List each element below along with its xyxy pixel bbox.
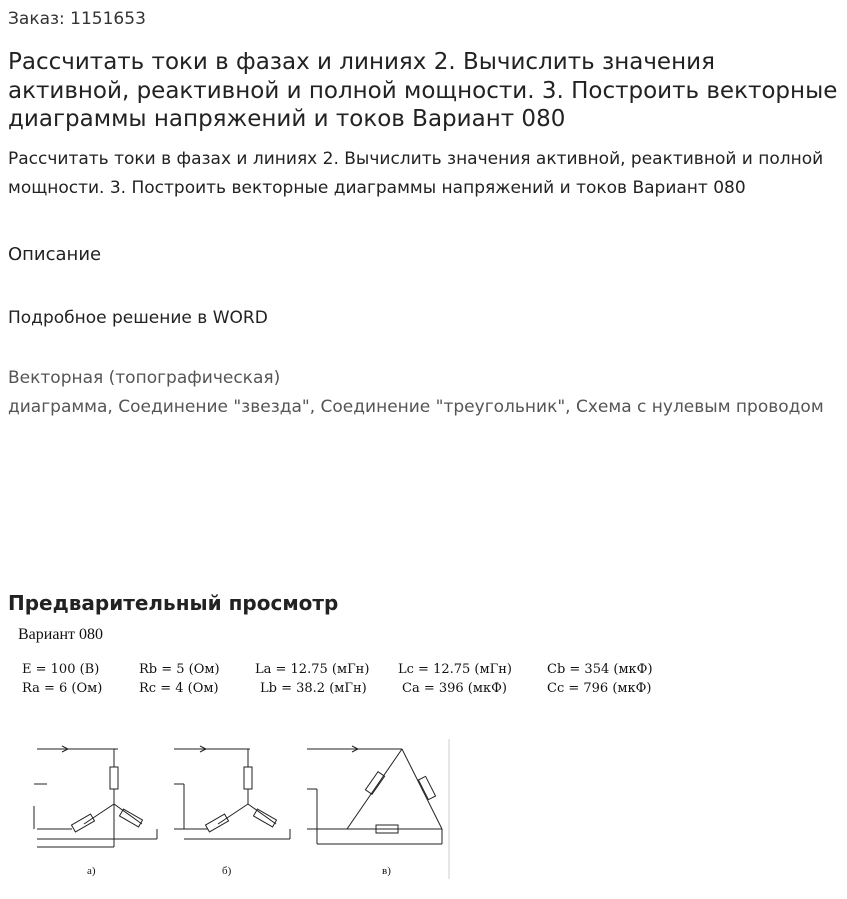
preview-variant: Вариант 080: [18, 626, 103, 643]
fig-label-c: в): [382, 865, 391, 877]
circuit-b: [174, 746, 290, 839]
param: La = 12.75 (мГн): [255, 662, 370, 677]
param: E = 100 (В): [22, 662, 100, 677]
param: Lc = 12.75 (мГн): [398, 662, 512, 677]
product-lead: Рассчитать токи в фазах и линиях 2. Вычислить значения активной, реактивной и полной мощности. 3. Построить векторные диаграммы напряжений и токов Вариант 080: [8, 149, 824, 198]
param: Rc = 4 (Ом): [139, 681, 219, 696]
tags-line-2: диаграмма, Соединение "звезда", Соединение "треугольник", Схема с нулевым проводом: [8, 397, 824, 417]
circuit-diagrams: [12, 734, 462, 884]
tags-line-1: Векторная (топографическая): [8, 368, 281, 388]
fig-label-a: а): [87, 865, 96, 877]
circuit-a: [34, 746, 157, 847]
circuit-c: [307, 739, 449, 879]
param: Cb = 354 (мкФ): [547, 662, 653, 677]
param: Rb = 5 (Ом): [139, 662, 220, 677]
description-text: Подробное решение в WORD: [8, 308, 268, 328]
tags: [8, 364, 838, 422]
param: Ca = 396 (мкФ): [402, 681, 507, 696]
param: Ra = 6 (Ом): [22, 681, 103, 696]
preview-image: [12, 624, 712, 889]
preview-heading: Предварительный просмотр: [8, 591, 339, 615]
order-number: Заказ: 1151653: [8, 9, 146, 29]
fig-label-b: б): [222, 865, 232, 877]
param: Cc = 796 (мкФ): [547, 681, 652, 696]
description-heading: Описание: [8, 244, 102, 265]
param: Lb = 38.2 (мГн): [260, 681, 367, 696]
page-title: Рассчитать токи в фазах и линиях 2. Вычислить значения активной, реактивной и полной мощности. 3. Построить векторные диаграммы напряжений и токов Вариант 080: [8, 49, 838, 132]
